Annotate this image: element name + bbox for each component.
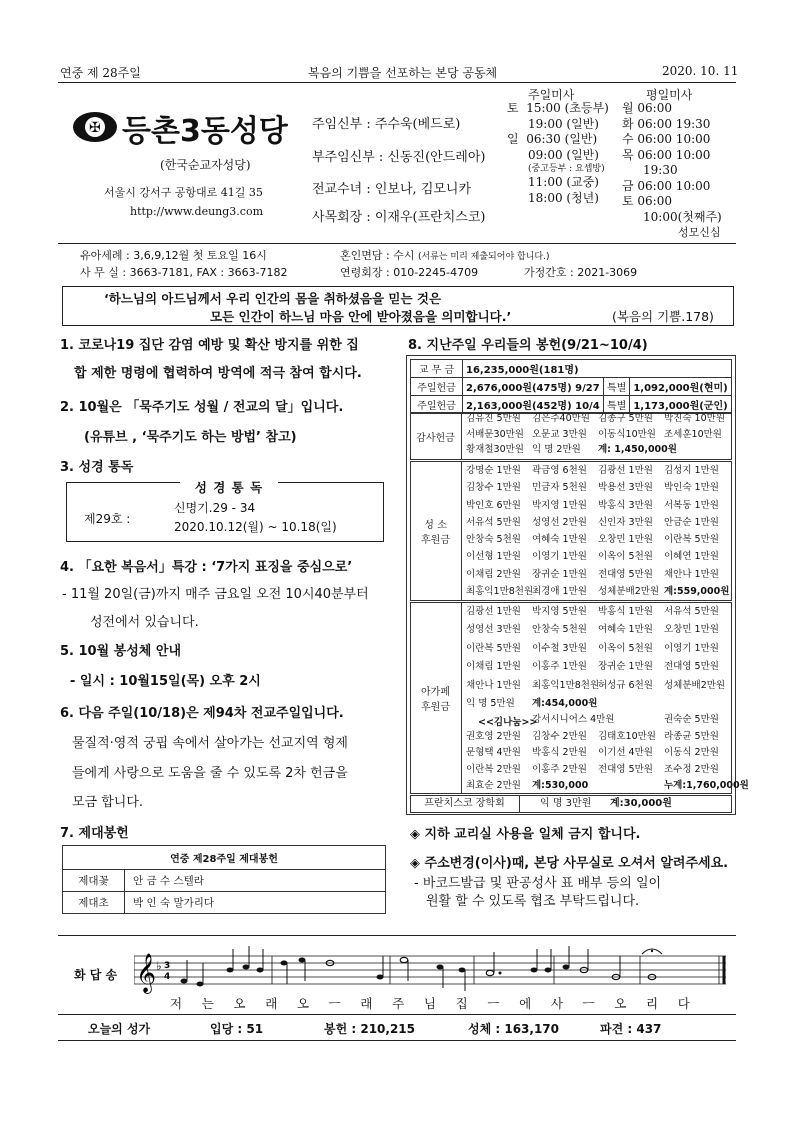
r1-label: 교 무 금 xyxy=(411,360,463,378)
donor-entry: 채안나 1만원 xyxy=(466,679,521,691)
donor-entry: 박진숙 10만원 xyxy=(664,413,725,424)
lyric-syllable: 집 xyxy=(455,996,468,1011)
donor-entry: 권호영 2만원 xyxy=(466,730,521,742)
parish-subtitle: (한국순교자성당) xyxy=(160,158,251,172)
donor-entry: 황재철30만원 xyxy=(466,444,524,455)
donor-entry xyxy=(598,778,664,795)
lyric-syllable: 오 xyxy=(233,996,246,1011)
donor-entry: 이혜연 1만원 xyxy=(664,551,719,563)
donor-entry: 곽금영 6천원 xyxy=(532,465,587,476)
quote-line-2: 모든 인간이 하느님 마음 안에 받아졌음을 의미합니다.’ xyxy=(210,309,512,324)
donor-entry: 이선형 1만원 xyxy=(466,551,521,563)
r2-value: 2,676,000원(475명) 9/27 xyxy=(463,378,604,396)
donor-entry: 이란복 5만원 xyxy=(664,534,719,546)
sun-label: 일 xyxy=(507,132,519,146)
donor-entry: 장귀순 1만원 xyxy=(532,568,587,580)
donor-entry: 김유진 5만원 xyxy=(466,413,521,424)
francis-b: 계:30,000원 xyxy=(610,798,672,809)
office-info: 사 무 실 : 3663-7181, FAX : 3663-7182 xyxy=(80,266,288,279)
altar-candle-label: 제대초 xyxy=(63,892,125,914)
lyric-syllable: ㅡ xyxy=(582,996,595,1011)
donor-entry: 박홍식 1만원 xyxy=(598,606,653,617)
lyrics xyxy=(170,994,690,1012)
agape-grid xyxy=(460,603,734,713)
thu-mass-2: 19:30 xyxy=(643,163,678,177)
lyric-syllable: 리 xyxy=(646,996,659,1011)
donor-entry: 라종균 5만원 xyxy=(664,730,719,742)
donor-entry: 박지영 5만원 xyxy=(532,606,587,617)
notice-address-b: 원활 할 수 있도록 협조 부탁드립니다. xyxy=(426,894,640,909)
notice-1b: 합 제한 명령에 협력하여 방역에 적극 참여 합시다. xyxy=(74,366,362,381)
notice-2a: 2. 10월은 「묵주기도 성월 / 전교의 달」입니다. xyxy=(60,400,344,415)
donor-entry: 익 명 5만원 xyxy=(466,698,515,710)
parish-logo-icon xyxy=(72,110,118,147)
donor-entry: 박용선 3만원 xyxy=(598,482,653,494)
donor-entry xyxy=(598,712,664,729)
bible-reference: 신명기.29 - 34 xyxy=(174,501,256,515)
wed-mass: 수 06:00 10:00 xyxy=(622,132,711,146)
notice-address-a: - 바코드발급 및 판공성사 표 배부 등의 일이 xyxy=(414,876,662,891)
agape-label: 아가페 후원금 xyxy=(410,602,462,794)
donor-entry: 계:559,000원 xyxy=(664,586,730,598)
donor-entry: 최효순 2만원 xyxy=(466,780,521,792)
mon-mass: 월 06:00 xyxy=(622,101,672,115)
donor-entry xyxy=(466,712,532,729)
donor-entry: 전대영 5만원 xyxy=(598,763,653,775)
donor-entry: 박인호 6만원 xyxy=(466,499,521,511)
notice-address: ◈ 주소변경(이사)때, 본당 사무실로 오셔서 알려주세요. xyxy=(410,856,729,871)
francis-label: 프란치스코 장학회 xyxy=(410,795,520,813)
altar-flower-label: 제대꽃 xyxy=(63,870,125,892)
francis-a: 익 명 3만원 xyxy=(540,798,592,809)
donor-entry: 계:530,000 xyxy=(532,780,589,792)
donor-entry: 이수철 3만원 xyxy=(532,642,587,654)
sunday-mass-times xyxy=(507,101,609,206)
lyric-syllable: 래 xyxy=(265,996,278,1011)
donor-entry: 이옥이 5천원 xyxy=(598,642,653,654)
donor-entry: 여혜숙 1만원 xyxy=(532,534,587,546)
donor-entry: 누계:1,760,000원 xyxy=(664,780,749,792)
notice-3: 3. 성경 통독 xyxy=(60,460,134,475)
notice-7: 7. 제대봉헌 xyxy=(60,826,129,841)
notice-6: 6. 다음 주일(10/18)은 제94차 전교주일입니다. xyxy=(60,706,344,721)
bible-dates: 2020.10.12(월) ~ 10.18(일) xyxy=(174,520,337,534)
thu-mass: 목 06:00 10:00 xyxy=(622,147,711,162)
r3-value: 2,163,000원(452명) 10/4 xyxy=(463,396,604,414)
donor-entry: 권숙순 5만원 xyxy=(664,714,719,725)
notice-6a: 물질적·영적 궁핍 속에서 살아가는 선교지역 형제 xyxy=(72,736,348,751)
donor-entry: 익 명 2만원 xyxy=(532,444,581,455)
hymn-offertory: 봉헌 : 210,215 xyxy=(324,1022,415,1036)
donor-entry: 이동식 2만원 xyxy=(664,747,719,759)
donor-entry: 김창수 2만원 xyxy=(532,730,587,742)
donor-entry: 허성규 6천원 xyxy=(598,679,653,691)
lyric-syllable: 래 xyxy=(360,996,373,1011)
lyric-syllable: 님 xyxy=(423,996,436,1011)
baptism-info: 유아세례 : 3,6,9,12월 첫 토요일 16시 xyxy=(80,249,267,262)
donor-entry: 안창숙 5천원 xyxy=(532,624,587,636)
r2-special-value: 1,092,000원(현미) xyxy=(630,378,732,396)
marriage-text: 혼인면담 : 수시 xyxy=(340,249,415,262)
staff-pastor: 주임신부 : 주수욱(베드로) xyxy=(312,117,461,132)
donor-entry: 장귀순 1만원 xyxy=(598,661,653,673)
quote-source: (복음의 기쁨.178) xyxy=(612,309,714,324)
lyric-syllable: 오 xyxy=(296,996,310,1011)
svg-text:3: 3 xyxy=(164,961,171,971)
lyric-syllable: 주 xyxy=(392,996,405,1011)
svg-text:✠: ✠ xyxy=(89,120,101,136)
donor-entry xyxy=(664,442,734,458)
notice-5a: - 일시 : 10월15일(목) 오후 2시 xyxy=(70,674,261,689)
donor-entry: 여혜숙 1만원 xyxy=(598,624,653,636)
donor-entry: 이기선 4만원 xyxy=(598,747,653,759)
donor-entry: 박인숙 1만원 xyxy=(664,482,719,494)
notice-1a: 1. 코로나19 집단 감염 예방 및 확산 방지를 위한 집 xyxy=(60,338,359,353)
hymn-label: 오늘의 성가 xyxy=(88,1022,151,1036)
union-info: 연령회장 : 010-2245-4709 xyxy=(340,266,479,279)
weekday-mass-title: 평일미사 xyxy=(646,88,693,102)
treble-clef-icon: 𝄞 xyxy=(136,953,157,993)
sunday-mass-title: 주일미사 xyxy=(528,88,575,102)
lyric-syllable: 는 xyxy=(201,996,214,1011)
hymn-entrance: 입당 : 51 xyxy=(210,1022,264,1036)
sacred-label: 성 소 후원금 xyxy=(410,461,462,601)
donor-entry: 강명순 1만원 xyxy=(466,465,521,476)
donor-entry: 안금순 1만원 xyxy=(664,516,719,528)
quote-line-1: ‘하느님의 아드님께서 우리 인간의 몸을 취하셨음을 믿는 것은 xyxy=(104,291,442,306)
sun-mass-note: (중고등부 : 요셉방) xyxy=(528,164,605,174)
donor-entry: 서유석 5만원 xyxy=(664,606,719,617)
altar-title: 연중 제28주일 제대봉헌 xyxy=(63,846,386,870)
donor-entry: 안창숙 5천원 xyxy=(466,534,521,546)
hymn-recessional: 파견 : 437 xyxy=(600,1022,662,1036)
donor-entry: 김광선 1만원 xyxy=(598,465,653,476)
date: 2020. 10. 11 xyxy=(662,64,739,78)
donor-entry: 계:454,000원 xyxy=(532,698,598,710)
lyric-syllable: 사 xyxy=(550,996,563,1011)
staff-president: 사목회장 : 이재우(프란치스코) xyxy=(312,210,486,225)
responsorial-label: 화 답 송 xyxy=(74,968,118,982)
donor-entry: 성체분배2만원 xyxy=(664,679,726,691)
marriage-note: (서류는 미리 제출되어야 합니다.) xyxy=(417,252,550,262)
motto: 복음의 기쁨을 선포하는 본당 공동체 xyxy=(308,66,498,80)
weekday-mass-times xyxy=(622,101,722,241)
lyric-syllable: 다 xyxy=(677,996,690,1011)
donor-entry xyxy=(664,695,734,713)
donor-entry: 오창민 1만원 xyxy=(664,624,719,636)
altar-offering-table xyxy=(62,845,386,914)
notice-4a: - 11월 20일(금)까지 매주 금요일 오전 10시40분부터 xyxy=(62,587,369,602)
donor-entry: 이란복 5만원 xyxy=(466,642,521,654)
donor-entry: 김태호10만원 xyxy=(598,730,656,742)
donor-entry: 최홍익1만8천원 xyxy=(532,679,600,691)
fri-mass: 금 06:00 10:00 xyxy=(622,178,711,193)
notice-5: 5. 10월 봉성체 안내 xyxy=(60,644,182,659)
donor-entry: 서배문30만원 xyxy=(466,428,524,440)
donor-entry: 김창수 1만원 xyxy=(466,482,521,494)
donor-entry: 최홍익1만8천원 xyxy=(466,586,534,598)
r1-value: 16,235,000원(181명) xyxy=(463,360,732,378)
donor-entry: 김광선 1만원 xyxy=(466,606,521,617)
staff-assistant: 부주임신부 : 신동진(안드레아) xyxy=(312,150,486,165)
parish-name: 등촌3동성당 xyxy=(122,114,288,149)
donor-entry: 성체분배2만원 xyxy=(598,586,660,598)
offering-table xyxy=(410,359,732,414)
lyric-syllable: 저 xyxy=(170,996,183,1011)
donor-entry xyxy=(598,695,664,713)
donor-entry: 이영기 1만원 xyxy=(664,642,719,654)
sun-mass-4: 18:00 (청년) xyxy=(528,190,599,205)
donor-entry: 신인자 3만원 xyxy=(598,516,653,528)
notice-basement: ◈ 지하 교리실 사용을 일체 금지 합니다. xyxy=(410,827,641,842)
lyric-syllable: ㅡ xyxy=(487,996,500,1011)
donor-entry: 서유석 5만원 xyxy=(466,516,521,528)
sat-weekday-mass: 토 06:00 xyxy=(622,194,672,208)
sat-weekday-mass-3: 성모신심 xyxy=(678,226,721,239)
donor-entry: 김은주40만원 xyxy=(532,413,590,424)
issue-label: 연중 제 28주일 xyxy=(60,66,141,80)
sat-mass-2: 19:00 (일반) xyxy=(528,116,599,131)
notice-4b: 성전에서 있습니다. xyxy=(90,615,199,630)
donor-entry: 이동식10만원 xyxy=(598,428,656,440)
donor-entry: 문형택 4만원 xyxy=(466,747,521,759)
donor-entry: 전대영 5만원 xyxy=(664,661,719,673)
tue-mass: 화 06:00 19:30 xyxy=(622,116,711,131)
donor-entry: 박홍식 3만원 xyxy=(598,499,653,511)
hymn-communion: 성체 : 163,170 xyxy=(468,1022,559,1036)
donor-entry: 성영선 3만원 xyxy=(466,624,521,636)
sacred-grid xyxy=(460,462,734,600)
donor-entry: 계: 1,450,000원 xyxy=(598,444,677,455)
r2-special-label: 특별 xyxy=(603,378,629,396)
r3-special-label: 특별 xyxy=(603,396,629,414)
r3-label: 주일헌금 xyxy=(411,396,463,414)
svg-text:4: 4 xyxy=(164,972,171,982)
donor-entry: 이채림 1만원 xyxy=(466,661,521,673)
donor-entry: 채안나 1만원 xyxy=(664,568,719,580)
donor-entry: 이영기 1만원 xyxy=(532,551,587,563)
r2-label: 주일헌금 xyxy=(411,378,463,396)
sun-mass-2: 09:00 (일반) xyxy=(528,147,599,162)
kim-label: <<김나눔>> xyxy=(478,717,538,728)
notice-6c: 모금 합니다. xyxy=(72,795,144,810)
thanks-grid xyxy=(460,411,734,458)
donor-entry: 이채림 2만원 xyxy=(466,568,521,580)
donor-entry: 김종구 5만원 xyxy=(598,413,653,424)
donor-entry: 최경애 1만원 xyxy=(532,586,587,598)
staff-sisters: 전교수녀 : 인보나, 김모니카 xyxy=(312,182,472,197)
r3-special-value: 1,173,000원(군인) xyxy=(630,396,732,414)
bible-number: 제29호 : xyxy=(84,512,131,526)
nurse-info: 가정간호 : 2021-3069 xyxy=(524,266,638,279)
donor-entry: 서복동 1만원 xyxy=(664,499,719,511)
sun-mass-1: 06:30 (일반) xyxy=(526,132,598,146)
donor-entry: 박지영 1만원 xyxy=(532,499,587,511)
thanks-label: 감사헌금 xyxy=(410,412,462,460)
donor-entry: 김성지 1만원 xyxy=(664,465,719,476)
offering-title: 8. 지난주일 우리들의 봉헌(9/21~10/4) xyxy=(408,338,648,353)
lyric-syllable: 오 xyxy=(614,996,627,1011)
marriage-info xyxy=(340,247,549,263)
sun-mass-3: 11:00 (교중) xyxy=(528,175,599,189)
donor-entry: 이란복 2만원 xyxy=(466,763,521,775)
lyric-syllable: ㅡ xyxy=(328,996,341,1011)
kim-grid xyxy=(460,712,749,795)
donor-entry: 성영선 2만원 xyxy=(532,516,587,528)
donor-entry: 조수정 2만원 xyxy=(664,763,719,775)
altar-candle: 박 인 숙 말가리다 xyxy=(125,892,386,914)
notice-6b: 들에게 사랑으로 도움을 줄 수 있도록 2차 헌금을 xyxy=(72,766,348,781)
donor-entry: 박홍식 2만원 xyxy=(532,747,587,759)
bible-title: 성 경 통 독 xyxy=(180,478,278,496)
donor-entry: 민금자 5천원 xyxy=(532,482,587,494)
notice-4: 4. 「요한 복음서」특강 : ‘7가지 표징을 중심으로’ xyxy=(60,560,353,575)
svg-text:♭: ♭ xyxy=(156,959,162,973)
sat-label: 토 xyxy=(507,101,519,115)
donor-entry: 강서시니어스 4만원 xyxy=(532,714,615,725)
lyric-syllable: 에 xyxy=(519,996,532,1011)
parish-url[interactable]: http://www.deung3.com xyxy=(130,205,263,218)
donor-entry: 조세훈10만원 xyxy=(664,428,722,440)
donor-entry: 이홍주 1만원 xyxy=(532,661,587,673)
sat-mass-1: 15:00 (초등부) xyxy=(526,101,609,115)
parish-address: 서울시 강서구 공항대로 41길 35 xyxy=(104,186,263,199)
donor-entry: 오문교 3만원 xyxy=(532,428,587,440)
altar-flower: 안 금 수 스텔라 xyxy=(125,870,386,892)
notice-2b: (유튜브 , ‘묵주기도 하는 방법’ 참고) xyxy=(84,430,297,445)
donor-entry: 이홍주 2만원 xyxy=(532,763,587,775)
donor-entry: 전대영 5만원 xyxy=(598,568,653,580)
donor-entry: 이옥이 5천원 xyxy=(598,551,653,563)
sat-weekday-mass-2: 10:00(첫째주) xyxy=(643,209,722,224)
donor-entry: 오창민 1만원 xyxy=(598,534,653,546)
